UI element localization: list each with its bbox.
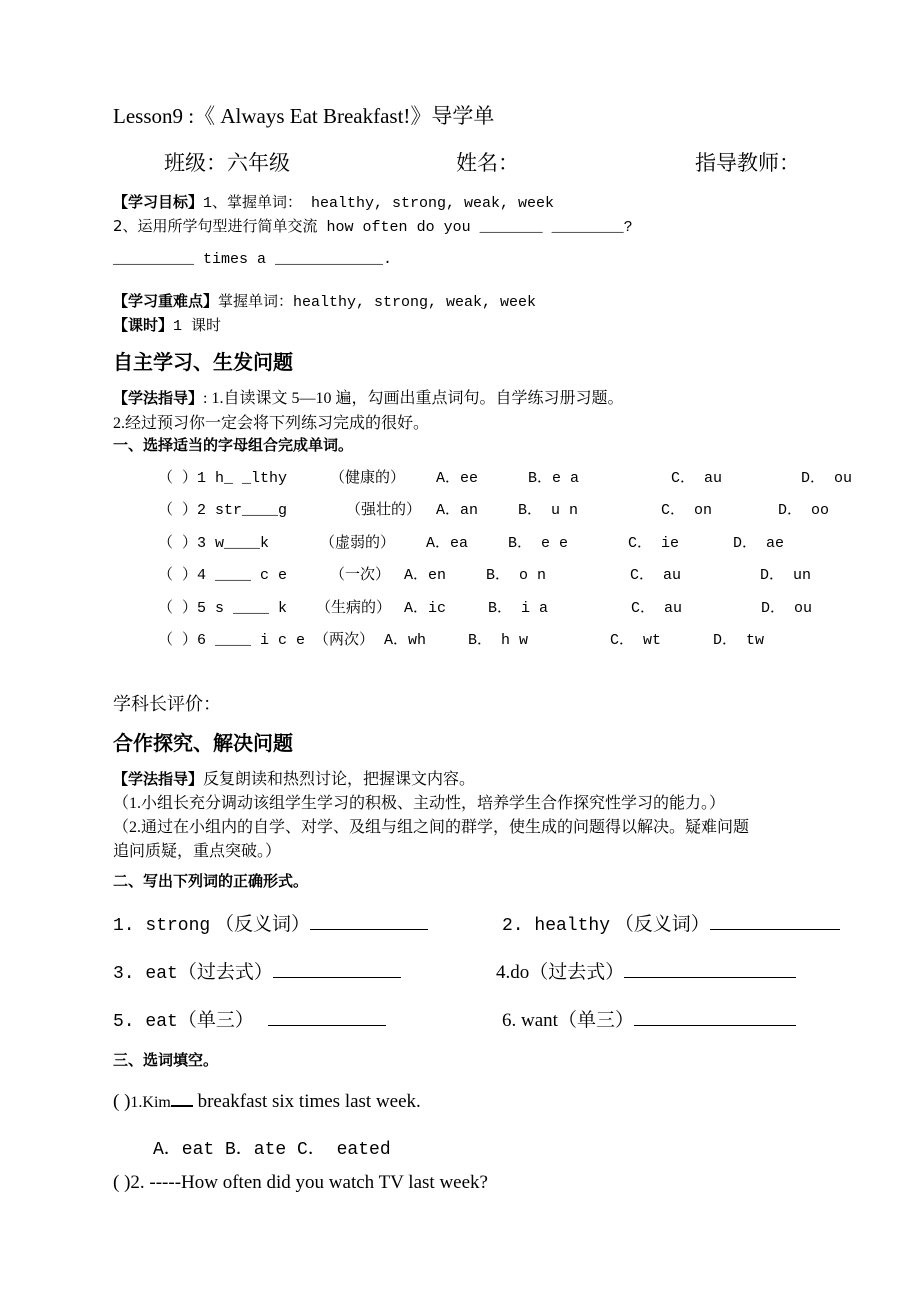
answer-blank[interactable] [634,1009,796,1026]
meaning: （生病的） [316,600,392,617]
objectives-line3: _________ times a ____________. [113,251,393,268]
section1-heading: 自主学习、生发问题 [113,350,293,374]
fill-question-2 [113,1172,488,1194]
question-text: 2. -----How often did you watch TV last week? [130,1172,488,1193]
evaluation-label: 学科长评价： [113,694,221,715]
exercise2-title: 二、写出下列词的正确形式。 [113,872,309,890]
key-points-label: 【学习重难点】 [113,292,219,310]
form-hint: （过去式） [529,962,625,983]
question-number: 1.Kim [130,1094,171,1111]
fill-question-1 [113,1091,421,1113]
form-item [113,909,428,936]
answer-paren[interactable]: ( ) [113,1091,131,1112]
option-b: B． o n [486,567,547,584]
option-c: C． au [631,600,683,617]
option-d: D． ou [761,600,813,617]
option-d: D． oo [778,502,830,519]
section2-guide-label: 【学法指导】 [113,770,204,788]
option-c: C． wt [610,632,662,649]
question-text: breakfast six times last week. [192,1091,421,1112]
option-c: C． on [661,502,713,519]
key-points-text: 掌握单词：healthy, strong, weak, week [218,294,537,311]
option-a: A．an [436,502,479,519]
section2-note2: （2.通过在小组内的自学、对学、及组与组之间的群学，使生成的问题得以解决。疑难问题 [113,819,750,836]
question: （ ）5 s ____ k [158,600,288,617]
answer-blank[interactable] [310,913,428,930]
option-a: A．ea [426,535,469,552]
form-word: 1. strong [113,916,211,936]
meaning: （一次） [330,567,391,584]
form-item [502,1005,796,1032]
question: （ ）1 h_ _lthy [158,470,288,487]
option-a: A．ee [436,470,479,487]
section2-note1: （1.小组长充分调动该组学生学习的积极、主动性，培养学生合作探究性学习的能力。） [113,795,726,812]
answer-blank[interactable] [273,961,401,978]
meaning: （强壮的） [346,502,422,519]
question: （ ）2 str____g [158,502,288,519]
answer-blank[interactable] [624,961,796,978]
option-a: A．en [404,567,447,584]
option-d: D． ae [733,535,785,552]
form-word: 2. healthy [502,916,611,936]
section1-guide [113,385,623,408]
option-b: B． i a [488,600,549,617]
option-a: A．wh [384,632,427,649]
form-item [113,1005,386,1032]
option-b: B． e e [508,535,569,552]
period [113,314,221,335]
section1-guide-line2: 2.经过预习你一定会将下列练习完成的很好。 [113,415,430,432]
form-hint: （反义词） [614,914,710,935]
objectives-label: 【学习目标】 [113,193,204,211]
period-label: 【课时】 [113,316,174,334]
objectives-line1 [113,191,554,212]
question: （ ）4 ____ c e [158,567,288,584]
option-b: B． h w [468,632,529,649]
option-b: B．e a [528,470,580,487]
meaning: （健康的） [330,470,406,487]
section1-guide-text: : 1.自读课文 5—10 遍，勾画出重点词句。自学练习册习题。 [203,390,624,407]
form-word: 6. want [502,1010,558,1031]
objectives-line2 [113,215,633,236]
period-text: 1 课时 [173,318,222,335]
key-points [113,290,536,311]
meaning: （两次） [314,632,375,649]
option-c: C． ie [628,535,680,552]
section2-guide-text: 反复朗读和热烈讨论，把握课文内容。 [203,771,476,788]
answer-blank[interactable] [171,1091,193,1107]
form-hint: （单三） [557,1010,634,1031]
objectives-line2-prefix: 2、运用所学句型进行简单交流 [113,217,318,235]
option-d: D． tw [713,632,765,649]
name-label: 姓名： [456,151,519,175]
objectives-line2-text: how often do you _______ ________? [317,219,633,236]
section2-note3: 追问质疑，重点突破。） [113,843,282,860]
answer-blank[interactable] [710,913,840,930]
form-word: 3. eat [113,964,178,984]
class-label: 班级：六年级 [164,151,290,175]
option-c: C． au [671,470,723,487]
question-1-options: A．eat B．ate C． eated [153,1140,391,1160]
form-word: 4.do [496,962,530,983]
meaning: （虚弱的） [320,535,396,552]
option-d: D． un [760,567,812,584]
objectives-text: 1、掌握单词： healthy, strong, weak, week [203,195,555,212]
exercise3-title: 三、选词填空。 [113,1051,219,1069]
exercise1-title: 一、选择适当的字母组合完成单词。 [113,436,354,454]
option-d: D． ou [801,470,853,487]
form-item [502,909,840,936]
teacher-label: 指导教师： [695,151,800,175]
page-title: Lesson9 :《 Always Eat Breakfast!》导学单 [113,104,495,128]
form-item [113,957,401,984]
section2-guide [113,766,475,789]
section1-guide-label: 【学法指导】 [113,389,204,407]
form-word: 5. eat [113,1012,178,1032]
form-hint: （过去式） [177,962,273,983]
question: （ ）3 w____k [158,535,270,552]
section2-heading: 合作探究、解决问题 [113,731,293,755]
option-a: A．ic [404,600,447,617]
option-b: B． u n [518,502,579,519]
question: （ ）6 ____ i c e [158,632,306,649]
form-hint: （反义词） [214,914,310,935]
answer-paren[interactable]: ( ) [113,1172,131,1193]
answer-blank[interactable] [268,1009,386,1026]
form-hint: （单三） [177,1010,254,1031]
form-item [496,957,796,984]
option-c: C． au [630,567,682,584]
